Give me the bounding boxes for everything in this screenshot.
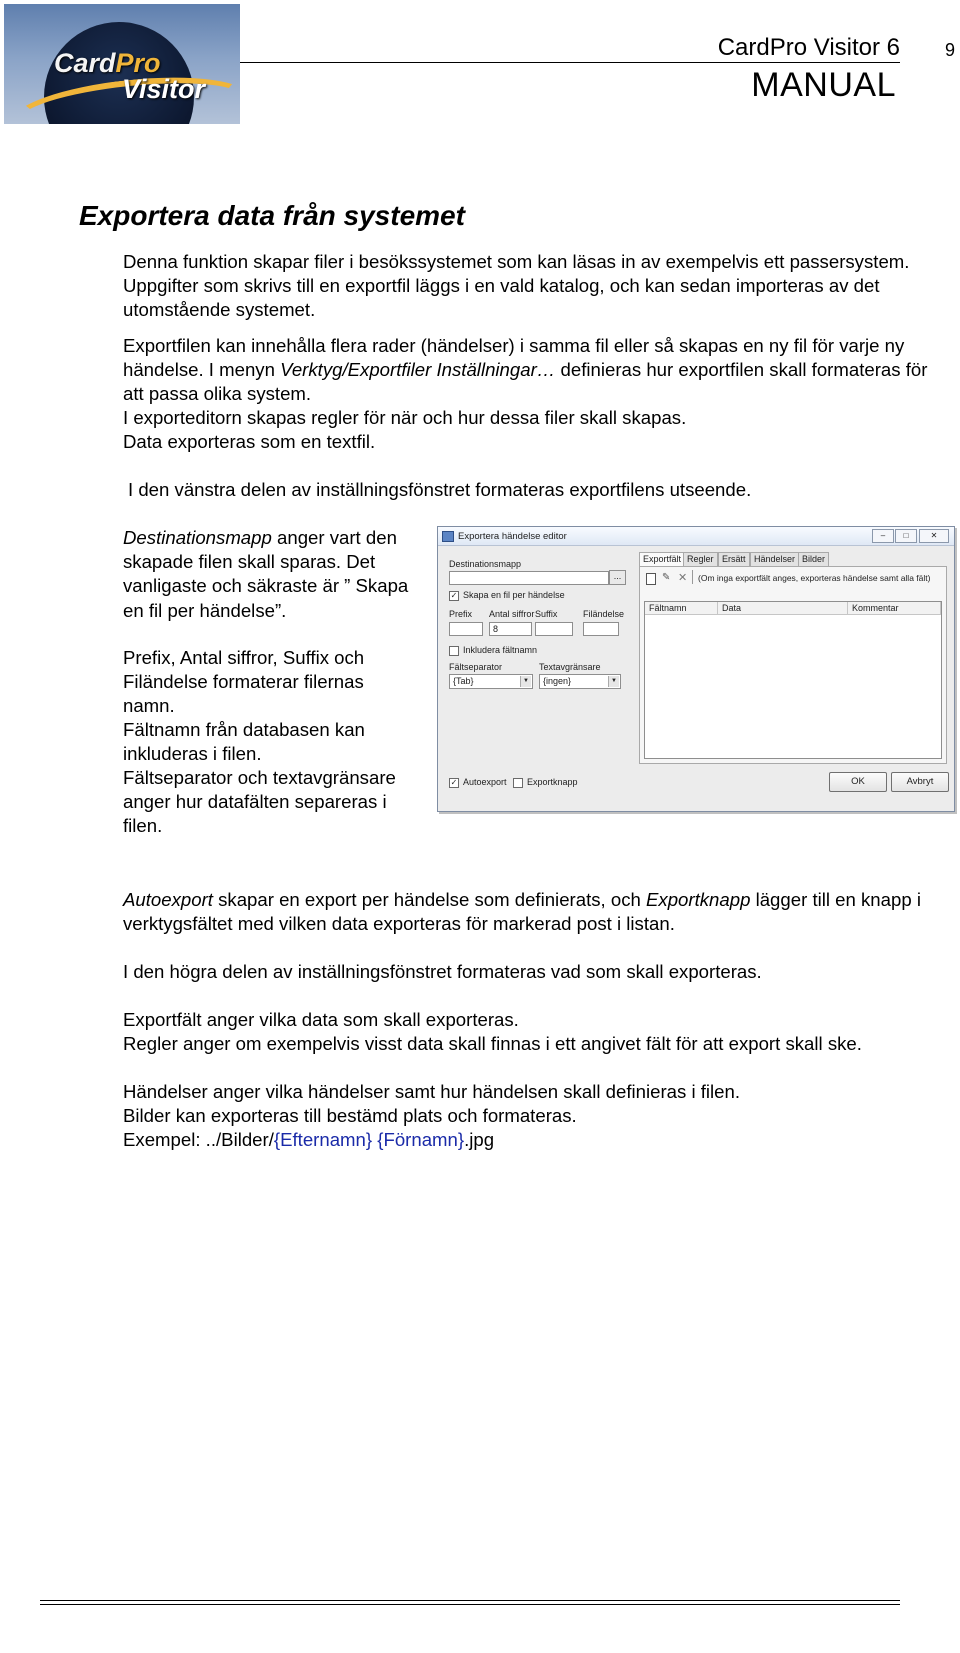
close-icon[interactable]: ✕ <box>919 529 949 543</box>
extension-input[interactable] <box>583 622 619 636</box>
handelser-description: Händelser anger vilka händelser samt hur händelsen skall definieras i filen. <box>123 1081 741 1102</box>
tab-exportfalt[interactable]: Exportfält <box>639 552 685 567</box>
text-delimiter-label: Textavgränsare <box>539 662 601 672</box>
intro-paragraph-1: Denna funktion skapar filer i besökssystemet som kan läsas in av exempelvis ett passersystem. Uppgifter som skrivs till en exportfil läggs i en vald katalog, och kan sedan importeras av det utomstående systemet. <box>123 251 910 321</box>
cardpro-visitor-logo <box>4 4 240 124</box>
destination-input[interactable] <box>449 571 609 585</box>
intro-paragraph-5: I den vänstra delen av inställningsfönstret formateras exportfilens utseende. <box>128 479 752 500</box>
tab-ersatt[interactable]: Ersätt <box>718 552 750 566</box>
exportfalt-description: Exportfält anger vilka data som skall exporteras. <box>123 1009 519 1030</box>
column-header-faltnamn[interactable]: Fältnamn <box>645 602 718 615</box>
field-separator-value: {Tab} <box>453 676 474 686</box>
exportfalt-pane <box>639 566 947 764</box>
autoexport-description: Autoexport skapar en export per händelse som definierats, och Exportknapp lägger till en knapp i verktygsfältet med vilken data exporteras för markerad post i listan. <box>123 889 921 935</box>
exportknapp-label: Exportknapp <box>527 777 578 787</box>
prefix-description: Prefix, Antal siffror, Suffix och Filändelse formaterar filernas namn. <box>123 647 365 717</box>
destination-label: Destinationsmapp <box>449 559 522 569</box>
logo-text-cardpro: CardPro <box>54 48 161 78</box>
logo-text-visitor: Visitor <box>122 74 206 104</box>
one-file-checkbox[interactable]: ✓ <box>450 591 458 600</box>
export-fields-table[interactable] <box>644 601 942 759</box>
right-part-description: I den högra delen av inställningsfönstret formateras vad som skall exporteras. <box>123 961 762 982</box>
field-separator-label: Fältseparator <box>449 662 503 672</box>
minimize-icon[interactable]: – <box>872 529 894 543</box>
prefix-input[interactable] <box>449 622 483 636</box>
chevron-down-icon: ▼ <box>520 676 531 687</box>
header-product-name: CardPro Visitor 6 <box>717 34 900 61</box>
delete-icon[interactable]: ✕ <box>678 572 688 584</box>
dialog-titlebar <box>438 527 954 546</box>
tab-handelser[interactable]: Händelser <box>750 552 799 566</box>
footer-rule-bottom <box>40 1604 900 1605</box>
intro-paragraph-3: I exporteditorn skapas regler för när och hur dessa filer skall skapas. <box>123 407 687 428</box>
exportknapp-checkbox[interactable] <box>513 778 523 788</box>
prefix-label: Prefix <box>449 609 473 619</box>
text-delimiter-value: {ingen} <box>543 676 572 686</box>
export-editor-dialog <box>437 526 955 812</box>
suffix-input[interactable] <box>535 622 573 636</box>
bilder-description: Bilder kan exporteras till bestämd plats och formateras. <box>123 1105 577 1126</box>
separator-description: Fältseparator och textavgränsare anger hur datafälten separeras i filen. <box>123 767 396 837</box>
suffix-label: Suffix <box>535 609 558 619</box>
include-fieldnames-label: Inkludera fältnamn <box>463 645 538 655</box>
dialog-title: Exportera händelse editor <box>458 531 567 542</box>
field-separator-select[interactable] <box>449 674 533 689</box>
regler-description: Regler anger om exempelvis visst data skall finnas i ett angivet fält för att export skall ske. <box>123 1033 862 1054</box>
text-delimiter-select[interactable] <box>539 674 621 689</box>
maximize-icon[interactable]: □ <box>895 529 917 543</box>
autoexport-checkbox[interactable]: ✓ <box>450 778 458 787</box>
digits-label: Antal siffror <box>489 609 535 619</box>
digits-stepper[interactable]: 8 <box>489 622 532 636</box>
section-heading: Exportera data från systemet <box>79 200 465 231</box>
column-header-data[interactable]: Data <box>718 602 848 615</box>
column-header-kommentar[interactable]: Kommentar <box>848 602 941 615</box>
tab-bilder[interactable]: Bilder <box>798 552 829 566</box>
intro-paragraph-4: Data exporteras som en textfil. <box>123 431 376 452</box>
one-file-label: Skapa en fil per händelse <box>463 590 565 600</box>
tab-regler[interactable]: Regler <box>683 552 718 566</box>
chevron-down-icon: ▼ <box>608 676 619 687</box>
browse-button[interactable]: ... <box>609 570 626 585</box>
exportfalt-hint: (Om inga exportfält anges, exporteras händelse samt alla fält) <box>698 573 931 583</box>
edit-icon[interactable]: ✎ <box>662 572 671 583</box>
intro-paragraph-2: Exportfilen kan innehålla flera rader (händelser) i samma fil eller så skapas en ny fil för varje ny händelse. I menyn Verktyg/Exportfiler Inställningar… definieras hur exportfilen skall formateras för att passa olika system. <box>123 335 928 405</box>
include-fieldnames-checkbox[interactable] <box>449 646 459 656</box>
cancel-button[interactable]: Avbryt <box>891 772 949 792</box>
page-number: 9 <box>944 40 955 60</box>
ok-button[interactable]: OK <box>829 772 887 792</box>
destination-description: Destinationsmapp anger vart den skapade filen skall sparas. Det vanligaste och säkraste är ” Skapa en fil per händelse”. <box>123 527 409 621</box>
window-icon <box>442 531 454 542</box>
fieldname-description: Fältnamn från databasen kan inkluderas i filen. <box>123 719 365 765</box>
autoexport-label: Autoexport <box>463 777 507 787</box>
header-manual: MANUAL <box>751 66 896 104</box>
extension-label: Filändelse <box>583 609 625 619</box>
dialog-tabs <box>639 552 949 566</box>
footer-rule-top <box>40 1600 900 1601</box>
example-path: Exempel: ../Bilder/{Efternamn} {Förnamn}.jpg <box>123 1129 495 1150</box>
new-document-icon[interactable] <box>646 573 656 585</box>
toolbar-divider <box>692 570 693 584</box>
header-rule <box>240 62 900 63</box>
